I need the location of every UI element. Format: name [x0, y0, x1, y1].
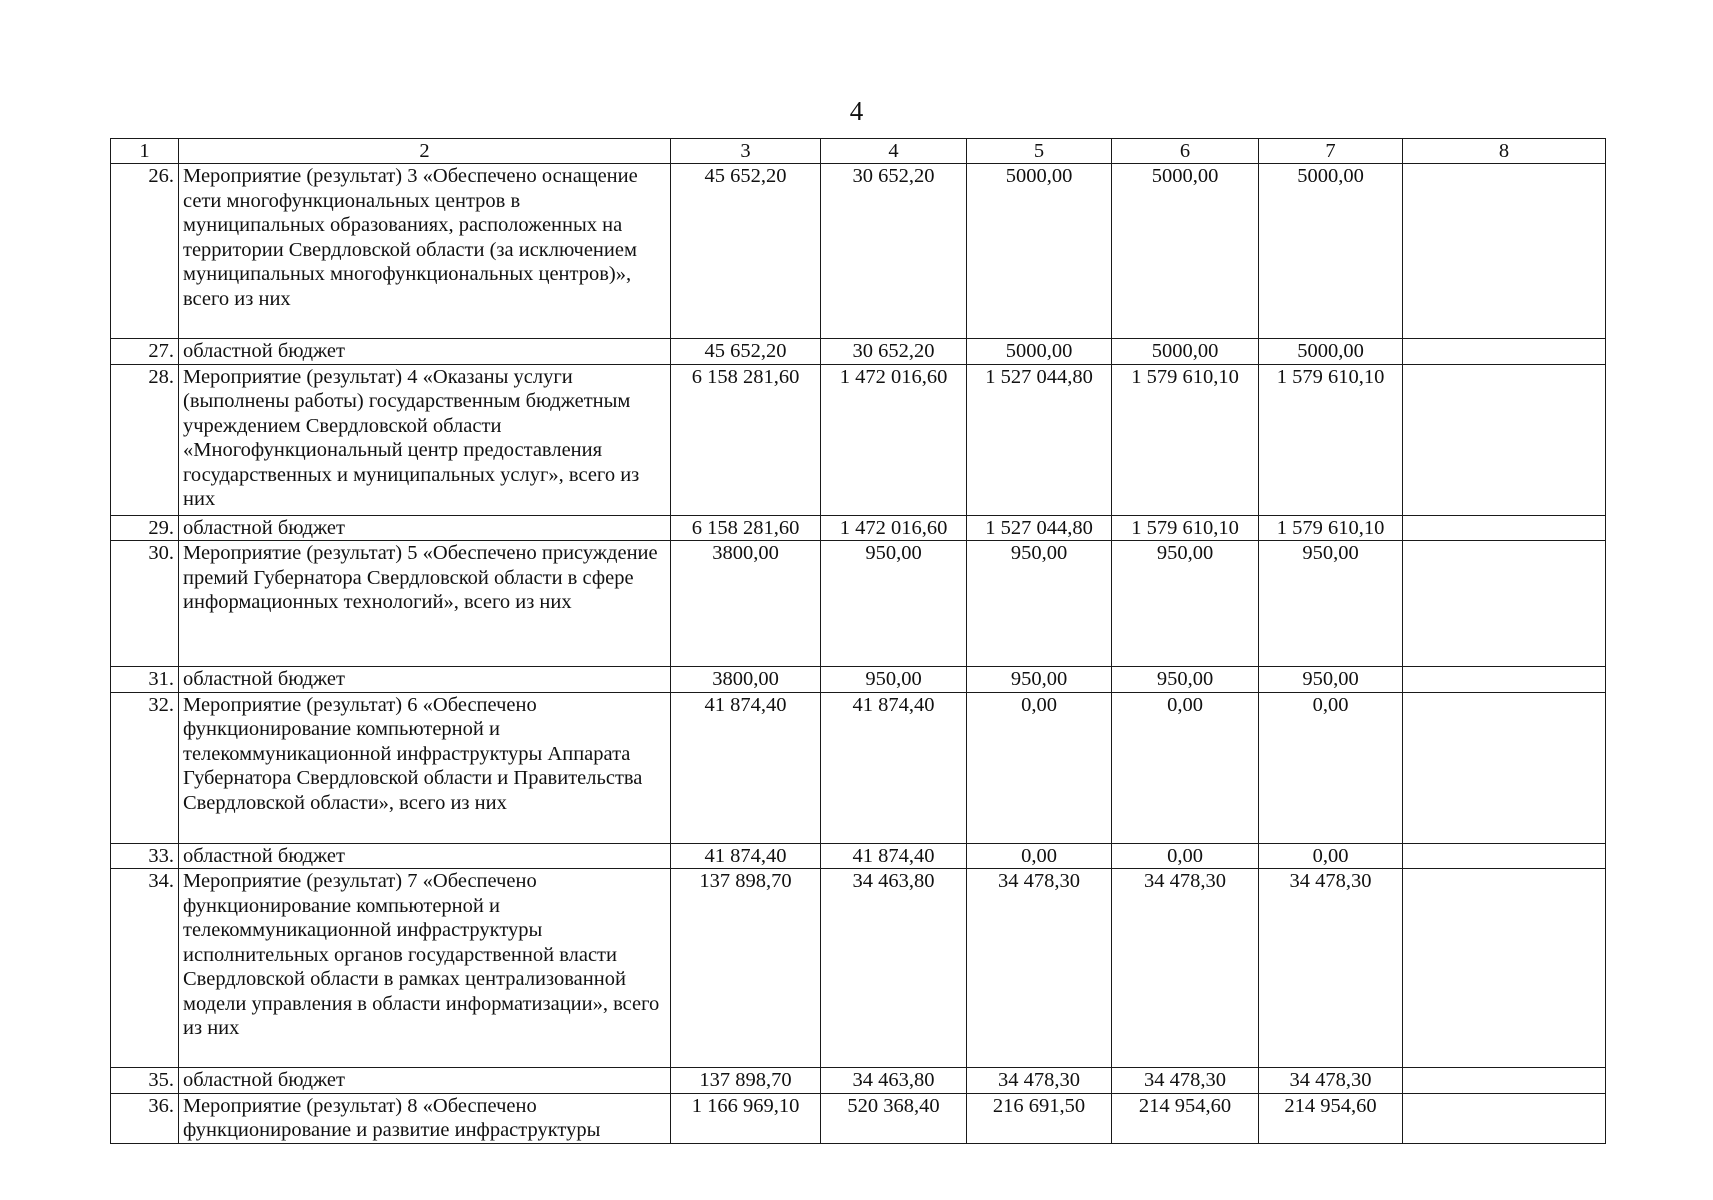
row-number: 32. [111, 692, 179, 843]
row-number: 31. [111, 667, 179, 693]
cell-col8 [1403, 869, 1606, 1068]
cell-col4: 30 652,20 [821, 164, 967, 339]
row-number: 34. [111, 869, 179, 1068]
cell-col5: 950,00 [967, 541, 1112, 667]
cell-col7: 34 478,30 [1259, 869, 1403, 1068]
cell-col3: 45 652,20 [671, 164, 821, 339]
table-row [111, 541, 1606, 667]
row-description: областной бюджет [179, 339, 671, 365]
cell-col6: 0,00 [1112, 843, 1259, 869]
row-number: 30. [111, 541, 179, 667]
column-header: 3 [671, 139, 821, 164]
cell-col3: 45 652,20 [671, 339, 821, 365]
cell-col3: 41 874,40 [671, 843, 821, 869]
cell-col3: 137 898,70 [671, 869, 821, 1068]
row-number: 27. [111, 339, 179, 365]
column-header: 7 [1259, 139, 1403, 164]
cell-col6: 214 954,60 [1112, 1093, 1259, 1143]
cell-col8 [1403, 164, 1606, 339]
cell-col3: 6 158 281,60 [671, 364, 821, 515]
cell-col7: 1 579 610,10 [1259, 515, 1403, 541]
cell-col4: 1 472 016,60 [821, 515, 967, 541]
cell-col8 [1403, 667, 1606, 693]
column-header: 1 [111, 139, 179, 164]
row-description: Мероприятие (результат) 3 «Обеспечено оснащение сети многофункциональных центров в муниципальных образованиях, расположенных на территории Свердловской области (за исключением муниципальных многофункциональных центров)», всего из них [179, 164, 671, 339]
cell-col3: 137 898,70 [671, 1068, 821, 1094]
table-row [111, 364, 1606, 515]
cell-col6: 5000,00 [1112, 164, 1259, 339]
table-row [111, 339, 1606, 365]
cell-col5: 0,00 [967, 692, 1112, 843]
cell-col4: 1 472 016,60 [821, 364, 967, 515]
cell-col3: 6 158 281,60 [671, 515, 821, 541]
cell-col5: 34 478,30 [967, 1068, 1112, 1094]
cell-col7: 950,00 [1259, 667, 1403, 693]
column-header: 4 [821, 139, 967, 164]
cell-col6: 1 579 610,10 [1112, 515, 1259, 541]
row-number: 33. [111, 843, 179, 869]
column-header: 8 [1403, 139, 1606, 164]
cell-col6: 950,00 [1112, 541, 1259, 667]
cell-col7: 950,00 [1259, 541, 1403, 667]
row-number: 29. [111, 515, 179, 541]
cell-col8 [1403, 1093, 1606, 1143]
table-row [111, 1093, 1606, 1143]
row-description: Мероприятие (результат) 7 «Обеспечено функционирование компьютерной и телекоммуникационной инфраструктуры исполнительных органов государственной власти Свердловской области в рамках централизованной модели управления в области информатизации», всего из них [179, 869, 671, 1068]
cell-col4: 950,00 [821, 667, 967, 693]
table-row [111, 692, 1606, 843]
cell-col6: 1 579 610,10 [1112, 364, 1259, 515]
cell-col8 [1403, 692, 1606, 843]
cell-col5: 5000,00 [967, 164, 1112, 339]
column-number-row [111, 139, 1606, 164]
row-description: Мероприятие (результат) 4 «Оказаны услуги (выполнены работы) государственным бюджетным учреждением Свердловской области «Многофункциональный центр предоставления государственных и муниципальных услуг», всего из них [179, 364, 671, 515]
cell-col4: 950,00 [821, 541, 967, 667]
cell-col3: 3800,00 [671, 541, 821, 667]
cell-col6: 34 478,30 [1112, 1068, 1259, 1094]
row-number: 36. [111, 1093, 179, 1143]
column-header: 5 [967, 139, 1112, 164]
cell-col5: 1 527 044,80 [967, 364, 1112, 515]
cell-col8 [1403, 843, 1606, 869]
row-description: областной бюджет [179, 843, 671, 869]
cell-col4: 41 874,40 [821, 843, 967, 869]
cell-col7: 1 579 610,10 [1259, 364, 1403, 515]
column-header: 2 [179, 139, 671, 164]
row-description: Мероприятие (результат) 8 «Обеспечено функционирование и развитие инфраструктуры [179, 1093, 671, 1143]
cell-col4: 34 463,80 [821, 869, 967, 1068]
cell-col5: 34 478,30 [967, 869, 1112, 1068]
row-number: 26. [111, 164, 179, 339]
table-row [111, 515, 1606, 541]
cell-col3: 3800,00 [671, 667, 821, 693]
cell-col4: 30 652,20 [821, 339, 967, 365]
row-description: Мероприятие (результат) 5 «Обеспечено присуждение премий Губернатора Свердловской области в сфере информационных технологий», всего из них [179, 541, 671, 667]
cell-col5: 0,00 [967, 843, 1112, 869]
cell-col8 [1403, 541, 1606, 667]
cell-col7: 5000,00 [1259, 164, 1403, 339]
row-number: 35. [111, 1068, 179, 1094]
cell-col5: 950,00 [967, 667, 1112, 693]
table-row [111, 164, 1606, 339]
cell-col8 [1403, 339, 1606, 365]
row-number: 28. [111, 364, 179, 515]
cell-col7: 0,00 [1259, 843, 1403, 869]
cell-col7: 0,00 [1259, 692, 1403, 843]
row-description: Мероприятие (результат) 6 «Обеспечено функционирование компьютерной и телекоммуникационной инфраструктуры Аппарата Губернатора Свердловской области и Правительства Свердловской области», всего из них [179, 692, 671, 843]
cell-col6: 950,00 [1112, 667, 1259, 693]
row-description: областной бюджет [179, 667, 671, 693]
cell-col7: 5000,00 [1259, 339, 1403, 365]
row-description: областной бюджет [179, 515, 671, 541]
cell-col5: 1 527 044,80 [967, 515, 1112, 541]
cell-col3: 1 166 969,10 [671, 1093, 821, 1143]
budget-table [110, 138, 1606, 1144]
cell-col6: 34 478,30 [1112, 869, 1259, 1068]
cell-col6: 5000,00 [1112, 339, 1259, 365]
column-header: 6 [1112, 139, 1259, 164]
cell-col8 [1403, 1068, 1606, 1094]
cell-col3: 41 874,40 [671, 692, 821, 843]
table-row [111, 843, 1606, 869]
row-description: областной бюджет [179, 1068, 671, 1094]
cell-col5: 216 691,50 [967, 1093, 1112, 1143]
table-row [111, 869, 1606, 1068]
cell-col8 [1403, 515, 1606, 541]
cell-col8 [1403, 364, 1606, 515]
cell-col6: 0,00 [1112, 692, 1259, 843]
page-number: 4 [849, 96, 864, 126]
cell-col5: 5000,00 [967, 339, 1112, 365]
cell-col7: 34 478,30 [1259, 1068, 1403, 1094]
cell-col7: 214 954,60 [1259, 1093, 1403, 1143]
cell-col4: 520 368,40 [821, 1093, 967, 1143]
table-row [111, 1068, 1606, 1094]
cell-col4: 41 874,40 [821, 692, 967, 843]
cell-col4: 34 463,80 [821, 1068, 967, 1094]
table-row [111, 667, 1606, 693]
